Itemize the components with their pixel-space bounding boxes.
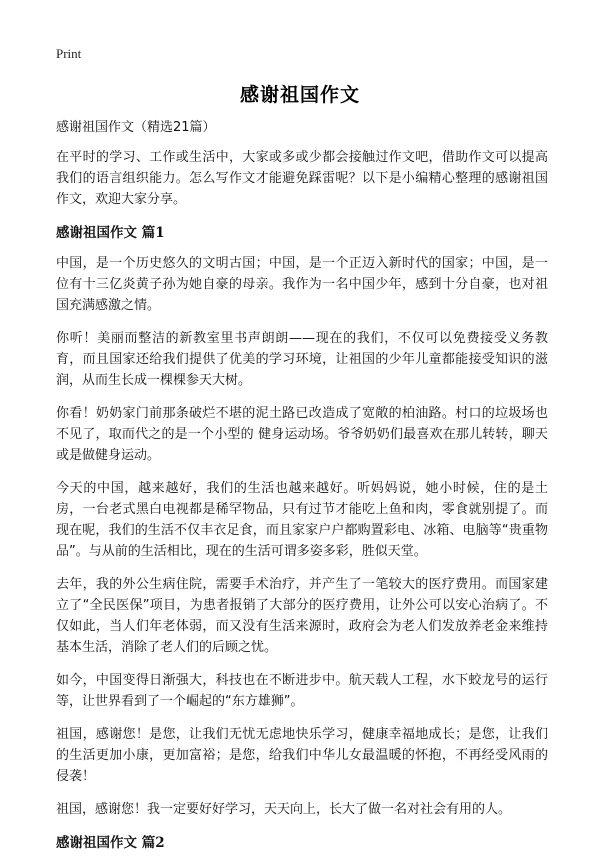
paragraph: 如今，中国变得日渐强大，科技也在不断进步中。航天载人工程，水下蛟龙号的运行等，让世界看到了一个崛起的“东方雄狮”。 bbox=[56, 673, 548, 709]
paragraph: 中国，是一个历史悠久的文明古国；中国，是一个正迈入新时代的国家；中国，是一位有十三亿炎黄子孙为她自豪的母亲。我作为一名中国少年，感到十分自豪，也对祖国充满感激之情。 bbox=[56, 256, 548, 313]
intro-paragraph: 在平时的学习、工作或生活中，大家或多或少都会接触过作文吧，借助作文可以提高我们的语言组织能力。怎么写作文才能避免踩雷呢？以下是小编精心整理的感谢祖国作文，欢迎大家分享。 bbox=[56, 150, 548, 207]
section-heading-2: 感谢祖国作文 篇2 bbox=[56, 835, 165, 851]
paragraph: 你看！奶奶家门前那条破烂不堪的泥土路已改造成了宽敞的柏油路。村口的垃圾场也不见了，取而代之的是一个小型的 健身运动场。爷爷奶奶们最喜欢在那儿转转，聊天或是做健身运动。 bbox=[56, 406, 548, 463]
paragraph: 你听！美丽而整洁的新教室里书声朗朗——现在的我们，不仅可以免费接受义务教育，而且国家还给我们提供了优美的学习环境，让祖国的少年儿童都能接受知识的滋润，从而生长成一棵棵参天大树。 bbox=[56, 331, 548, 388]
section-heading-1: 感谢祖国作文 篇1 bbox=[56, 225, 165, 241]
article-subtitle: 感谢祖国作文（精选21篇） bbox=[56, 120, 216, 135]
paragraph: 去年，我的外公生病住院，需要手术治疗，并产生了一笔较大的医疗费用。而国家建立了“全民医保”项目，为患者报销了大部分的医疗费用，让外公可以安心治病了。不仅如此，当人们年老体弱，而又没有生活来源时，政府会为老人们发放养老金来维持基本生活，消除了老人们的后顾之忧。 bbox=[56, 577, 548, 655]
print-link[interactable]: Print bbox=[56, 46, 82, 61]
paragraph: 祖国，感谢您！是您，让我们无忧无虑地快乐学习，健康幸福地成长；是您，让我们的生活更加小康，更加富裕；是您，给我们中华儿女最温暖的怀抱，不再经受风雨的侵袭！ bbox=[56, 727, 548, 784]
article-body bbox=[56, 118, 548, 863]
paragraph: 今天的中国，越来越好，我们的生活也越来越好。听妈妈说，她小时候，住的是土房，一台老式黑白电视都是稀罕物品，只有过节才能吃上鱼和肉，零食就别提了。而现在呢，我们的生活不仅丰衣足食，而且家家户户都购置彩电、冰箱、电脑等“贵重物品”。与从前的生活相比，现在的生活可谓多姿多彩，胜似天堂。 bbox=[56, 481, 548, 559]
paragraph: 祖国，感谢您！我一定要好好学习，天天向上，长大了做一名对社会有用的人。 bbox=[56, 802, 512, 817]
page-title: 感谢祖国作文 bbox=[239, 84, 360, 106]
